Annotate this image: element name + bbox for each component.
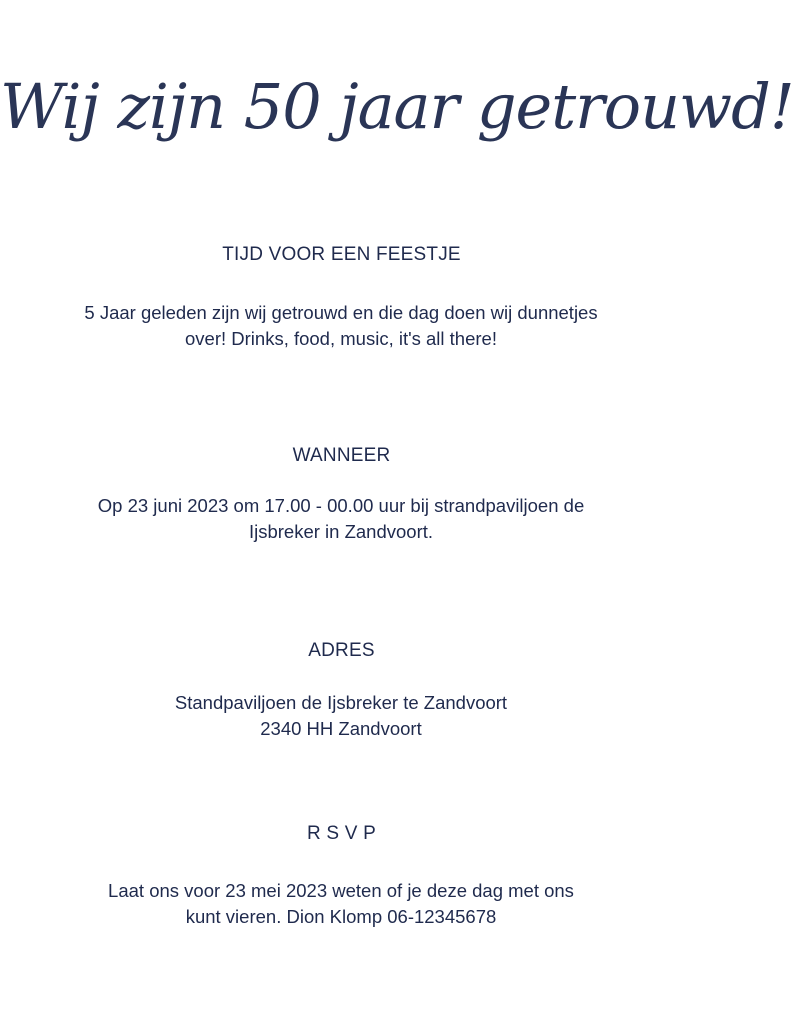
section-heading-party: TIJD VOOR EEN FEESTJE (222, 244, 461, 265)
body-line: Ijsbreker in Zandvoort. (248, 521, 434, 542)
body-line: 5 Jaar geleden zijn wij getrouwd en die dag doen wij dunnetjes (84, 302, 598, 323)
body-line: Standpaviljoen de Ijsbreker te Zandvoort (174, 692, 508, 713)
section-body-address (41, 690, 641, 742)
invitation-title: Wij zijn 50 jaar getrouwd! (0, 70, 794, 143)
section-body-rsvp (41, 878, 641, 930)
body-line: Op 23 juni 2023 om 17.00 - 00.00 uur bij strandpaviljoen de (97, 495, 585, 516)
section-body-when (41, 493, 641, 545)
section-body-party (41, 300, 641, 352)
section-heading-when: WANNEER (292, 445, 391, 466)
body-line: Laat ons voor 23 mei 2023 weten of je deze dag met ons (108, 880, 574, 901)
section-heading-address: ADRES (308, 640, 375, 661)
body-line: 2340 HH Zandvoort (260, 718, 422, 739)
body-line: kunt vieren. Dion Klomp 06-12345678 (185, 906, 497, 927)
section-heading-rsvp: R S V P (307, 823, 376, 844)
body-line: over! Drinks, food, music, it's all there! (185, 328, 497, 349)
